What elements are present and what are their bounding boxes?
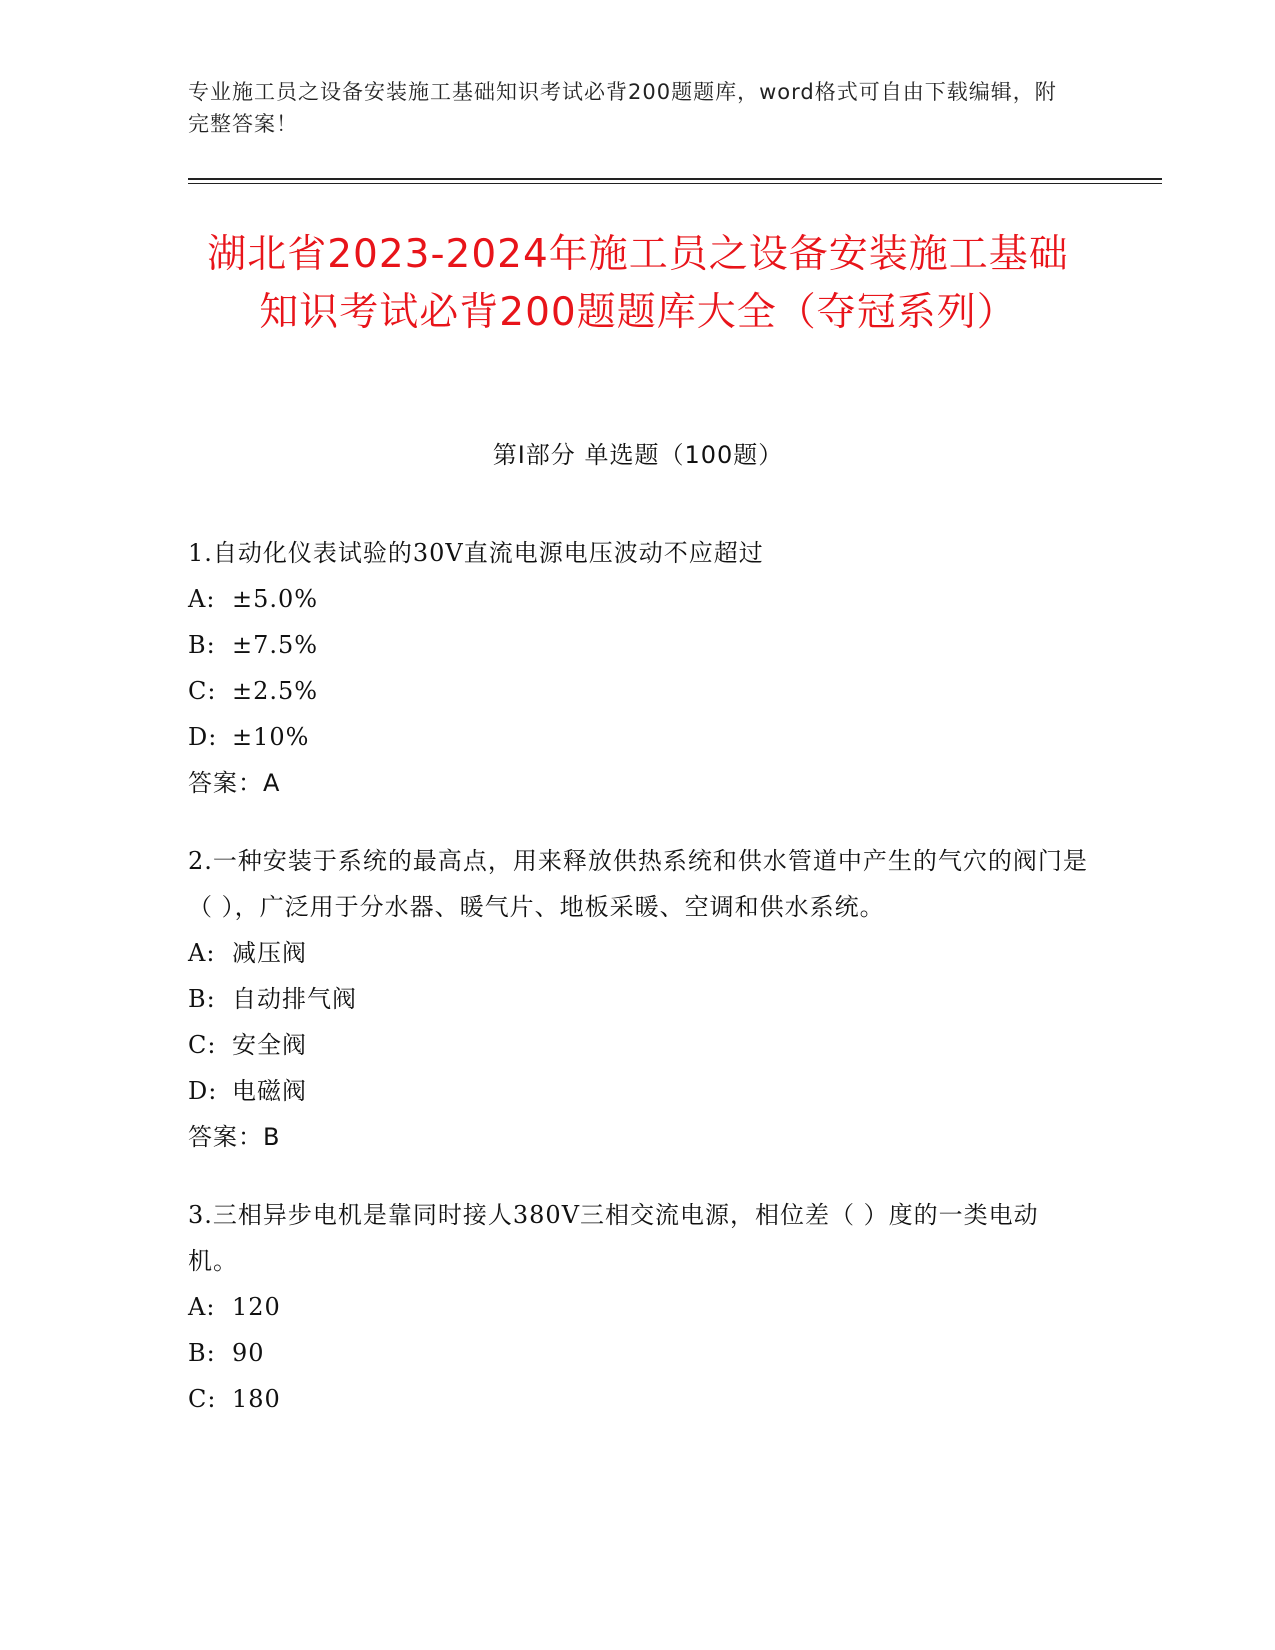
question-list bbox=[188, 530, 1088, 1454]
option-text: ±7.5% bbox=[232, 631, 319, 659]
question-stem: 3.三相异步电机是靠同时接人380V三相交流电源，相位差（ ）度的一类电动机。 bbox=[188, 1201, 1039, 1275]
document-title: 湖北省2023-2024年施工员之设备安装施工基础知识考试必背200题题库大全（夺冠系列） bbox=[207, 232, 1069, 335]
option-key: A: bbox=[188, 1293, 216, 1321]
option-text: 90 bbox=[232, 1339, 265, 1367]
option-key: A: bbox=[188, 939, 216, 967]
section-title: 第I部分 单选题（100题） bbox=[492, 441, 784, 469]
option-a bbox=[188, 930, 1088, 976]
option-key: B: bbox=[188, 1339, 216, 1367]
option-text: 180 bbox=[232, 1385, 281, 1413]
option-text: 自动排气阀 bbox=[232, 985, 357, 1013]
option-b bbox=[188, 622, 1088, 668]
header-divider-thin bbox=[188, 183, 1162, 184]
option-c bbox=[188, 668, 1088, 714]
option-key: C: bbox=[188, 1385, 217, 1413]
option-text: 120 bbox=[232, 1293, 281, 1321]
option-text: ±2.5% bbox=[232, 677, 319, 705]
answer-line: 答案：A bbox=[188, 769, 281, 797]
question-2 bbox=[188, 838, 1088, 1160]
option-key: D: bbox=[188, 723, 218, 751]
option-key: C: bbox=[188, 1031, 217, 1059]
question-stem: 2.一种安装于系统的最高点，用来释放供热系统和供水管道中产生的气穴的阀门是（ ），广泛用于分水器、暖气片、地板采暖、空调和供水系统。 bbox=[188, 847, 1088, 921]
option-a bbox=[188, 576, 1088, 622]
option-d bbox=[188, 714, 1088, 760]
option-c bbox=[188, 1376, 1088, 1422]
option-text: 减压阀 bbox=[232, 939, 307, 967]
option-a bbox=[188, 1284, 1088, 1330]
option-key: D: bbox=[188, 1077, 218, 1105]
option-b bbox=[188, 976, 1088, 1022]
option-b bbox=[188, 1330, 1088, 1376]
option-key: B: bbox=[188, 985, 216, 1013]
option-key: C: bbox=[188, 677, 217, 705]
option-key: A: bbox=[188, 585, 216, 613]
option-c bbox=[188, 1022, 1088, 1068]
question-stem: 1.自动化仪表试验的30V直流电源电压波动不应超过 bbox=[188, 539, 764, 567]
option-key: B: bbox=[188, 631, 216, 659]
header-note: 专业施工员之设备安装施工基础知识考试必背200题题库，word格式可自由下载编辑，附完整答案！ bbox=[188, 80, 1057, 136]
question-3 bbox=[188, 1192, 1088, 1422]
option-text: ±5.0% bbox=[232, 585, 319, 613]
answer-line: 答案：B bbox=[188, 1123, 281, 1151]
option-text: 安全阀 bbox=[232, 1031, 307, 1059]
option-text: ±10% bbox=[232, 723, 310, 751]
question-1 bbox=[188, 530, 1088, 806]
option-d bbox=[188, 1068, 1088, 1114]
option-text: 电磁阀 bbox=[232, 1077, 307, 1105]
header-divider bbox=[188, 178, 1162, 180]
